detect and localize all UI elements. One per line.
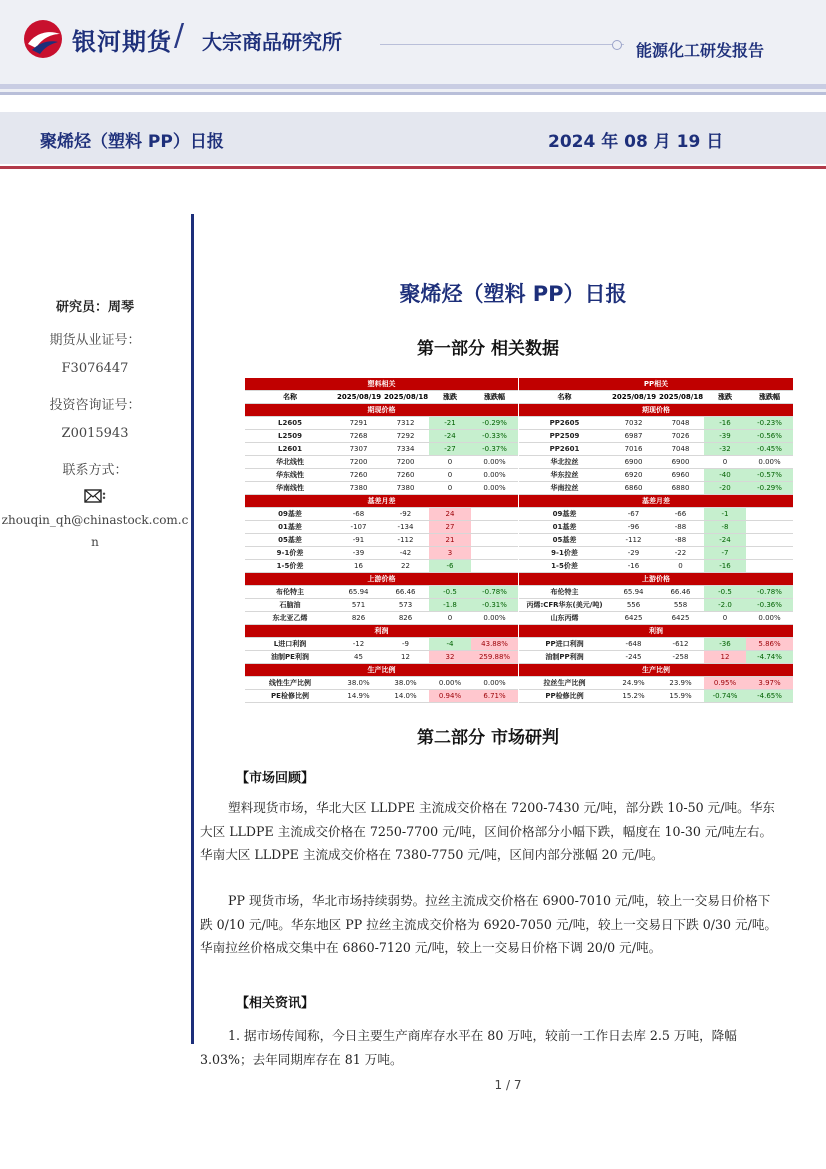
review-heading: 【市场回顾】 [236, 771, 315, 786]
row-value-today: -12 [335, 638, 382, 651]
row-value-prev: 826 [382, 612, 429, 625]
row-name: 华北线性 [245, 456, 335, 469]
row-name: L2601 [245, 443, 335, 456]
news-paragraph-1: 1. 据市场传闻称，今日主要生产商库存水平在 80 万吨，较前一工作日去库 2.5 万吨，降幅 3.03%；去年同期库存在 81 万吨。 [200, 1028, 737, 1067]
row-change-pct: 0.00% [471, 482, 518, 495]
row-change: -32 [704, 443, 746, 456]
row-change: -40 [704, 469, 746, 482]
row-value-prev: -88 [657, 521, 704, 534]
table-row [245, 430, 518, 443]
row-name: PP2605 [519, 417, 610, 430]
row-change: -7 [704, 547, 746, 560]
row-name: PP进口利润 [519, 638, 610, 651]
row-change-pct [471, 547, 518, 560]
row-value-today: 24.9% [610, 677, 657, 690]
row-change-pct: -0.57% [746, 469, 793, 482]
row-name: 油制PE利润 [245, 651, 335, 664]
row-value-prev: 573 [382, 599, 429, 612]
row-value-prev: 38.0% [382, 677, 429, 690]
row-value-prev: -42 [382, 547, 429, 560]
table-row [245, 521, 518, 534]
row-value-today: 826 [335, 612, 382, 625]
email-line-1: zhouqin_qh@chinastock.com.c [1, 513, 189, 527]
row-change: -1 [704, 508, 746, 521]
table-row [519, 612, 793, 625]
row-value-today: 571 [335, 599, 382, 612]
row-value-prev: -92 [382, 508, 429, 521]
row-change-pct: -0.78% [746, 586, 793, 599]
table-row [245, 534, 518, 547]
row-value-today: 6920 [610, 469, 657, 482]
section-row [245, 573, 518, 586]
row-value-today: 7016 [610, 443, 657, 456]
row-change-pct: -0.31% [471, 599, 518, 612]
row-change-pct [471, 521, 518, 534]
row-value-today: -16 [610, 560, 657, 573]
table-row [519, 586, 793, 599]
row-change-pct: 0.00% [746, 612, 793, 625]
table-row [245, 677, 518, 690]
column-header-row [245, 391, 518, 404]
decor-line [380, 44, 624, 45]
row-value-prev: -134 [382, 521, 429, 534]
row-change: 12 [704, 651, 746, 664]
table-title: 塑料相关 [245, 378, 518, 391]
row-change-pct: 3.97% [746, 677, 793, 690]
table-row [519, 638, 793, 651]
column-header: 名称 [519, 391, 610, 404]
row-name: 9-1价差 [245, 547, 335, 560]
table-row [245, 443, 518, 456]
row-value-today: 7291 [335, 417, 382, 430]
row-name: PP2509 [519, 430, 610, 443]
table-row [245, 482, 518, 495]
row-change: -39 [704, 430, 746, 443]
table-row [519, 521, 793, 534]
email-icon: : [0, 488, 190, 503]
table-row [519, 651, 793, 664]
table-row [519, 430, 793, 443]
row-change: 0.00% [429, 677, 471, 690]
row-change: -0.5 [704, 586, 746, 599]
row-change: 24 [429, 508, 471, 521]
page-number: 1 / 7 [494, 1078, 522, 1092]
row-value-today: 7380 [335, 482, 382, 495]
row-name: 石脑油 [245, 599, 335, 612]
row-value-prev: 6880 [657, 482, 704, 495]
main-title: 聚烯烃（塑料 PP）日报 [399, 282, 627, 306]
table-row [245, 456, 518, 469]
row-change: -0.74% [704, 690, 746, 703]
row-change: -1.8 [429, 599, 471, 612]
row-name: 01基差 [245, 521, 335, 534]
row-value-prev: 6900 [657, 456, 704, 469]
row-change: -24 [704, 534, 746, 547]
table-title-row [245, 378, 518, 391]
column-header-row [519, 391, 793, 404]
row-value-prev: -88 [657, 534, 704, 547]
row-value-prev: 7292 [382, 430, 429, 443]
plastic-table [245, 378, 518, 703]
row-value-prev: 66.46 [657, 586, 704, 599]
table-row [245, 638, 518, 651]
table-row [245, 560, 518, 573]
row-name: 09基差 [519, 508, 610, 521]
column-header: 涨跌幅 [746, 391, 793, 404]
row-change-pct: -0.45% [746, 443, 793, 456]
row-change: -6 [429, 560, 471, 573]
row-value-today: 556 [610, 599, 657, 612]
row-name: 华北拉丝 [519, 456, 610, 469]
row-name: 1-5价差 [245, 560, 335, 573]
row-name: PP检修比例 [519, 690, 610, 703]
row-value-prev: 7048 [657, 417, 704, 430]
table-row [519, 456, 793, 469]
section-title: 期现价格 [245, 404, 518, 417]
row-value-prev: -258 [657, 651, 704, 664]
row-value-today: 7268 [335, 430, 382, 443]
row-change: -16 [704, 560, 746, 573]
row-value-today: -39 [335, 547, 382, 560]
column-header: 2025/08/19 [610, 391, 657, 404]
row-name: 09基差 [245, 508, 335, 521]
row-name: PP2601 [519, 443, 610, 456]
row-change-pct: -4.74% [746, 651, 793, 664]
row-change: -21 [429, 417, 471, 430]
row-change: 0 [429, 612, 471, 625]
row-value-today: -648 [610, 638, 657, 651]
table-title: PP相关 [519, 378, 793, 391]
email-line-2: n [91, 535, 99, 549]
license-label: 期货从业证号： [49, 333, 141, 348]
row-change-pct: -0.29% [746, 482, 793, 495]
row-change-pct: 0.00% [471, 612, 518, 625]
row-change: -24 [429, 430, 471, 443]
row-value-today: -245 [610, 651, 657, 664]
row-value-today: 6425 [610, 612, 657, 625]
column-header: 涨跌幅 [471, 391, 518, 404]
report-type: 能源化工研发报告 [636, 41, 765, 60]
banner-stripe [0, 84, 826, 89]
row-change-pct: -4.65% [746, 690, 793, 703]
review-paragraph-2: PP 现货市场，华北市场持续弱势。拉丝主流成交价格在 6900-7010 元/吨，较上一交易日价格下跌 0/10 元/吨。华东地区 PP 拉丝主流成交价格为 6920-7050 元/吨，较上一交易日下跌 0/30 元/吨。华南拉丝价格成交集中在 6860-7120 元/吨，较上一交易日价格下调 20/0 元/吨。 [200, 893, 778, 955]
row-name: 华南线性 [245, 482, 335, 495]
sidebar-divider [191, 214, 194, 1044]
row-change-pct [471, 508, 518, 521]
section-title: 利润 [519, 625, 793, 638]
row-change-pct: -0.56% [746, 430, 793, 443]
license-number: F3076447 [61, 361, 129, 376]
row-change: 0.94% [429, 690, 471, 703]
brand-divider: / [174, 18, 185, 53]
row-name: 05基差 [245, 534, 335, 547]
row-value-today: 15.2% [610, 690, 657, 703]
row-change: 0 [704, 456, 746, 469]
row-value-prev: 14.0% [382, 690, 429, 703]
row-change-pct: 0.00% [471, 456, 518, 469]
row-change: -0.5 [429, 586, 471, 599]
section-title: 生产比例 [245, 664, 518, 677]
row-change-pct: -0.37% [471, 443, 518, 456]
row-value-today: -96 [610, 521, 657, 534]
row-change: 0 [429, 482, 471, 495]
row-change-pct [746, 534, 793, 547]
row-name: 山东丙烯 [519, 612, 610, 625]
contact-label: 联系方式： [62, 463, 128, 478]
red-rule [0, 166, 826, 169]
division-name: 大宗商品研究所 [202, 30, 342, 54]
column-header: 名称 [245, 391, 335, 404]
table-row [245, 547, 518, 560]
row-value-today: -112 [610, 534, 657, 547]
row-value-prev: 12 [382, 651, 429, 664]
section-row [245, 495, 518, 508]
row-value-prev: 7048 [657, 443, 704, 456]
row-value-prev: 7026 [657, 430, 704, 443]
row-value-prev: 22 [382, 560, 429, 573]
row-name: 华东线性 [245, 469, 335, 482]
row-value-prev: -9 [382, 638, 429, 651]
row-value-prev: 7260 [382, 469, 429, 482]
row-change: -16 [704, 417, 746, 430]
section-row [519, 404, 793, 417]
row-value-today: 16 [335, 560, 382, 573]
section-title: 基差月差 [245, 495, 518, 508]
row-name: 华东拉丝 [519, 469, 610, 482]
row-value-prev: 7200 [382, 456, 429, 469]
row-name: 油制PP利润 [519, 651, 610, 664]
row-change-pct: 5.86% [746, 638, 793, 651]
row-value-today: 7032 [610, 417, 657, 430]
row-value-today: 45 [335, 651, 382, 664]
row-value-prev: -66 [657, 508, 704, 521]
row-value-prev: 6960 [657, 469, 704, 482]
table-title-row [519, 378, 793, 391]
row-change: 3 [429, 547, 471, 560]
pp-table [519, 378, 793, 703]
row-value-prev: 23.9% [657, 677, 704, 690]
row-name: 1-5价差 [519, 560, 610, 573]
column-header: 涨跌 [704, 391, 746, 404]
table-row [245, 508, 518, 521]
row-value-today: 6900 [610, 456, 657, 469]
row-value-prev: -112 [382, 534, 429, 547]
table-row [519, 482, 793, 495]
section-row [245, 664, 518, 677]
row-change: 32 [429, 651, 471, 664]
row-value-prev: 558 [657, 599, 704, 612]
row-change: -27 [429, 443, 471, 456]
part1-heading: 第一部分 相关数据 [417, 339, 559, 359]
table-row [245, 586, 518, 599]
row-change-pct [746, 508, 793, 521]
section-row [519, 495, 793, 508]
row-change: -2.0 [704, 599, 746, 612]
table-row [245, 612, 518, 625]
row-change-pct: -0.29% [471, 417, 518, 430]
review-paragraph-1: 塑料现货市场，华北大区 LLDPE 主流成交价格在 7200-7430 元/吨，部分跌 10-50 元/吨。华东大区 LLDPE 主流成交价格在 7250-7700 元/吨，区间价格部分小幅下跌，幅度在 10-30 元/吨左右。华南大区 LLDPE 主流成交价格在 7380-7750 元/吨，区间内部分涨幅 20 元/吨。 [200, 800, 775, 862]
table-row [519, 599, 793, 612]
consult-label: 投资咨询证号： [49, 398, 141, 413]
row-change: 21 [429, 534, 471, 547]
row-value-prev: 6425 [657, 612, 704, 625]
row-value-prev: 0 [657, 560, 704, 573]
row-change-pct: 0.00% [471, 677, 518, 690]
row-change-pct [746, 547, 793, 560]
row-change-pct: -0.78% [471, 586, 518, 599]
row-change-pct: 6.71% [471, 690, 518, 703]
column-header: 2025/08/18 [657, 391, 704, 404]
row-value-today: -29 [610, 547, 657, 560]
row-change: 0.95% [704, 677, 746, 690]
row-change: 0 [429, 456, 471, 469]
report-title: 聚烯烃（塑料 PP）日报 [40, 132, 224, 152]
row-name: 拉丝生产比例 [519, 677, 610, 690]
row-value-prev: -22 [657, 547, 704, 560]
row-change-pct [471, 560, 518, 573]
section-row [519, 625, 793, 638]
row-change-pct: -0.33% [471, 430, 518, 443]
table-row [519, 417, 793, 430]
table-row [519, 534, 793, 547]
section-title: 基差月差 [519, 495, 793, 508]
row-value-today: 7260 [335, 469, 382, 482]
row-name: L2509 [245, 430, 335, 443]
news-heading: 【相关资讯】 [236, 996, 315, 1011]
section-row [519, 573, 793, 586]
row-value-prev: 7312 [382, 417, 429, 430]
row-value-today: -91 [335, 534, 382, 547]
researcher-name: 研究员：周琴 [55, 300, 134, 315]
row-name: L进口利润 [245, 638, 335, 651]
row-change-pct: -0.36% [746, 599, 793, 612]
row-value-prev: -612 [657, 638, 704, 651]
row-name: 05基差 [519, 534, 610, 547]
row-change: -20 [704, 482, 746, 495]
section-title: 生产比例 [519, 664, 793, 677]
row-change-pct: -0.23% [746, 417, 793, 430]
row-change-pct [471, 534, 518, 547]
row-change: -36 [704, 638, 746, 651]
row-name: 华南拉丝 [519, 482, 610, 495]
row-change-pct [746, 521, 793, 534]
row-name: L2605 [245, 417, 335, 430]
table-row [519, 690, 793, 703]
table-row [245, 417, 518, 430]
table-row [519, 469, 793, 482]
row-value-today: -107 [335, 521, 382, 534]
consult-number: Z0015943 [61, 426, 129, 441]
row-change-pct [746, 560, 793, 573]
galaxy-logo-icon [22, 18, 64, 60]
brand-name: 银河期货 [72, 28, 172, 56]
row-change: 0 [704, 612, 746, 625]
row-value-today: 6987 [610, 430, 657, 443]
table-row [245, 599, 518, 612]
row-change-pct: 0.00% [746, 456, 793, 469]
table-row [245, 690, 518, 703]
row-name: 东北亚乙烯 [245, 612, 335, 625]
row-change: 0 [429, 469, 471, 482]
column-header: 涨跌 [429, 391, 471, 404]
row-change-pct: 0.00% [471, 469, 518, 482]
row-change-pct: 259.88% [471, 651, 518, 664]
row-name: 丙烯:CFR华东(美元/吨) [519, 599, 610, 612]
row-name: 01基差 [519, 521, 610, 534]
row-change: 27 [429, 521, 471, 534]
column-header: 2025/08/19 [335, 391, 382, 404]
decor-dot [612, 40, 622, 50]
row-value-prev: 66.46 [382, 586, 429, 599]
report-date: 2024 年 08 月 19 日 [548, 132, 724, 152]
table-row [519, 508, 793, 521]
table-row [519, 560, 793, 573]
section-title: 利润 [245, 625, 518, 638]
row-value-prev: 7334 [382, 443, 429, 456]
column-header: 2025/08/18 [382, 391, 429, 404]
section-title: 上游价格 [245, 573, 518, 586]
row-change-pct: 43.88% [471, 638, 518, 651]
table-row [245, 469, 518, 482]
section-row [245, 625, 518, 638]
row-value-prev: 7380 [382, 482, 429, 495]
row-name: 9-1价差 [519, 547, 610, 560]
section-title: 上游价格 [519, 573, 793, 586]
part2-heading: 第二部分 市场研判 [417, 728, 559, 748]
section-title: 期现价格 [519, 404, 793, 417]
table-row [519, 443, 793, 456]
table-row [519, 547, 793, 560]
row-value-today: 14.9% [335, 690, 382, 703]
row-change: -4 [429, 638, 471, 651]
section-row [519, 664, 793, 677]
row-value-today: -68 [335, 508, 382, 521]
row-name: 布伦特主 [245, 586, 335, 599]
row-value-today: 65.94 [335, 586, 382, 599]
table-row [245, 651, 518, 664]
row-value-today: 7200 [335, 456, 382, 469]
row-value-prev: 15.9% [657, 690, 704, 703]
row-value-today: 38.0% [335, 677, 382, 690]
table-row [519, 677, 793, 690]
section-row [245, 404, 518, 417]
row-change: -8 [704, 521, 746, 534]
row-name: PE检修比例 [245, 690, 335, 703]
row-name: 线性生产比例 [245, 677, 335, 690]
row-value-today: 65.94 [610, 586, 657, 599]
row-value-today: 7307 [335, 443, 382, 456]
row-name: 布伦特主 [519, 586, 610, 599]
row-value-today: 6860 [610, 482, 657, 495]
row-value-today: -67 [610, 508, 657, 521]
